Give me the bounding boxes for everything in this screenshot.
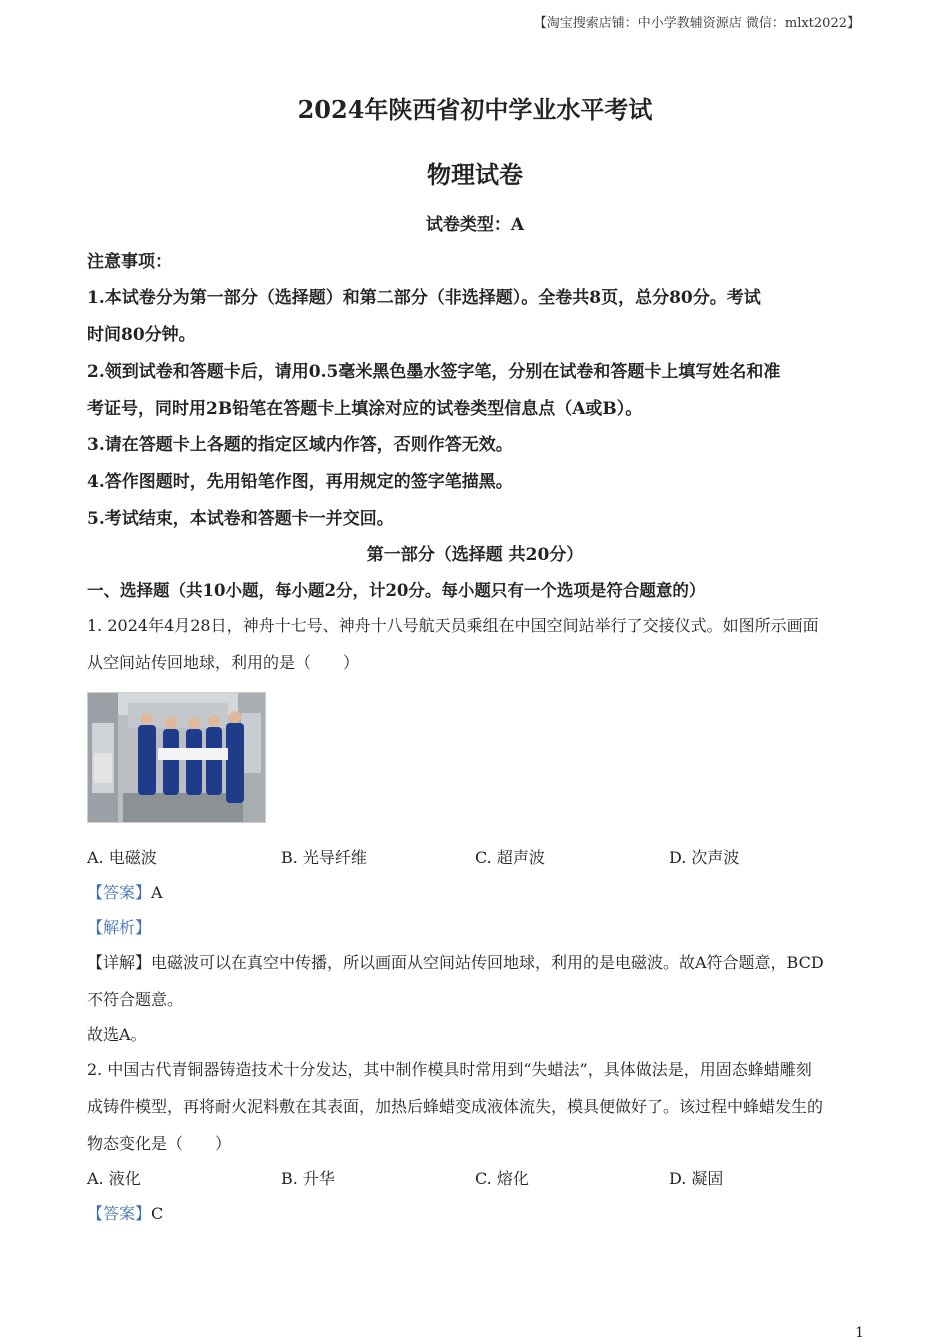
q1-conclusion: 故选A。 — [87, 1025, 147, 1044]
answer-value: A — [151, 883, 163, 902]
paper-type: 试卷类型：A — [425, 215, 525, 235]
q2-option-b: B. 升华 — [281, 1169, 335, 1188]
space-station-photo — [87, 692, 266, 823]
q2-option-a: A. 液化 — [87, 1169, 141, 1188]
notice-item: 3.请在答题卡上各题的指定区域内作答，否则作答无效。 — [87, 435, 513, 455]
q2-option-c: C. 熔化 — [475, 1169, 529, 1188]
notice-item: 4.答作图题时，先用铅笔作图，再用规定的签字笔描黑。 — [87, 472, 513, 492]
answer-tag: 【答案】 — [87, 883, 152, 902]
section1-heading: 一、选择题（共10小题，每小题2分，计20分。每小题只有一个选项是符合题意的） — [87, 581, 706, 600]
q2-option-d: D. 凝固 — [669, 1169, 724, 1188]
q1-option-a: A. 电磁波 — [87, 848, 157, 867]
q1-detail: 不符合题意。 — [87, 990, 184, 1009]
notice-item: 考证号，同时用2B铅笔在答题卡上填涂对应的试卷类型信息点（A或B）。 — [87, 399, 643, 419]
q1-option-c: C. 超声波 — [475, 848, 545, 867]
q1-option-d: D. 次声波 — [669, 848, 740, 867]
q1-detail: 【详解】电磁波可以在真空中传播，所以画面从空间站传回地球，利用的是电磁波。故A符合题意，BCD — [87, 953, 824, 972]
notice-heading: 注意事项： — [87, 252, 172, 272]
exam-subject: 物理试卷 — [427, 160, 523, 189]
q1-option-b: B. 光导纤维 — [281, 848, 367, 867]
notice-item: 5.考试结束，本试卷和答题卡一并交回。 — [87, 509, 394, 529]
notice-item: 时间80分钟。 — [87, 325, 196, 345]
q2-stem: 物态变化是（ ） — [87, 1134, 232, 1153]
q1-stem: 从空间站传回地球，利用的是（ ） — [87, 653, 360, 672]
exam-title: 2024年陕西省初中学业水平考试 — [297, 95, 653, 124]
q2-answer — [87, 1201, 163, 1224]
header-note: 【淘宝搜索店铺：中小学教辅资源店 微信：mlxt2022】 — [533, 16, 860, 31]
answer-value: C — [151, 1204, 164, 1223]
analysis-tag: 【解析】 — [87, 918, 152, 937]
part1-heading: 第一部分（选择题 共20分） — [366, 545, 584, 565]
notice-item: 1.本试卷分为第一部分（选择题）和第二部分（非选择题）。全卷共8页，总分80分。考试 — [87, 288, 761, 308]
answer-tag: 【答案】 — [87, 1204, 152, 1223]
page-number: 1 — [855, 1325, 864, 1341]
notice-item: 2.领到试卷和答题卡后，请用0.5毫米黑色墨水签字笔，分别在试卷和答题卡上填写姓名和准 — [87, 362, 781, 382]
q2-stem: 2. 中国古代青铜器铸造技术十分发达，其中制作模具时常用到“失蜡法”，具体做法是，用固态蜂蜡雕刻 — [87, 1060, 812, 1079]
q1-answer — [87, 880, 163, 903]
q2-stem: 成铸件模型，再将耐火泥料敷在其表面，加热后蜂蜡变成液体流失，模具便做好了。该过程中蜂蜡发生的 — [87, 1097, 824, 1116]
q1-stem: 1. 2024年4月28日，神舟十七号、神舟十八号航天员乘组在中国空间站举行了交接仪式。如图所示画面 — [87, 616, 819, 635]
